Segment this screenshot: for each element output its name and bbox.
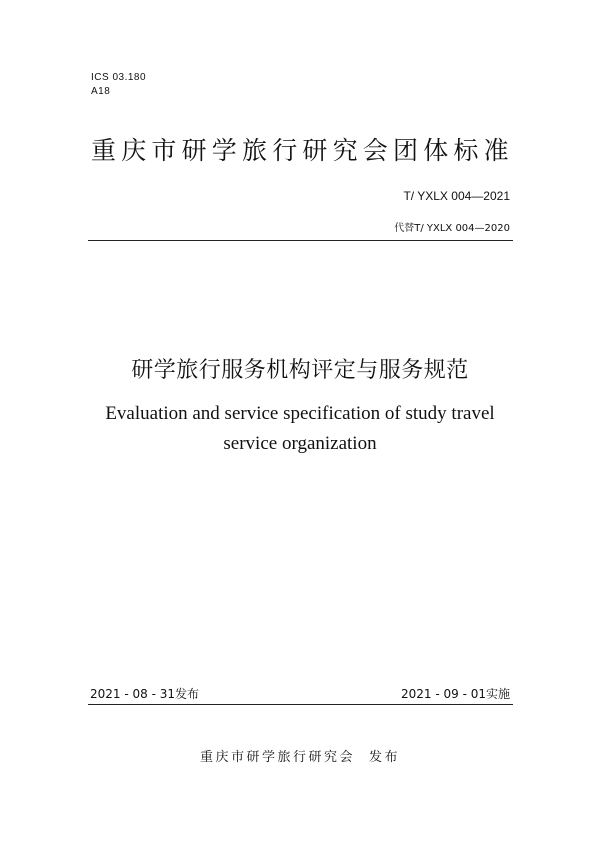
implementation-date: 2021 - 09 - 01实施	[401, 687, 510, 701]
ccs-code: A18	[91, 86, 111, 97]
header-divider	[88, 240, 513, 241]
ics-code: ICS 03.180	[91, 72, 147, 83]
replaces-standard: 代替T/ YXLX 004—2020	[394, 223, 510, 234]
document-title-english-line2: service organization	[223, 433, 377, 454]
standard-number: T/ YXLX 004—2021	[403, 189, 510, 203]
issue-date: 2021 - 08 - 31发布	[90, 687, 199, 701]
publisher-name: 重庆市研学旅行研究会	[199, 750, 355, 765]
document-title-chinese: 研学旅行服务机构评定与服务规范	[131, 358, 469, 383]
document-title-english-line1: Evaluation and service specification of study travel	[105, 403, 495, 424]
publish-label: 发布	[369, 750, 401, 765]
footer-divider	[88, 704, 513, 705]
publisher-line	[0, 749, 600, 767]
organization-standard-title: 重庆市研学旅行研究会团体标准	[91, 136, 514, 165]
